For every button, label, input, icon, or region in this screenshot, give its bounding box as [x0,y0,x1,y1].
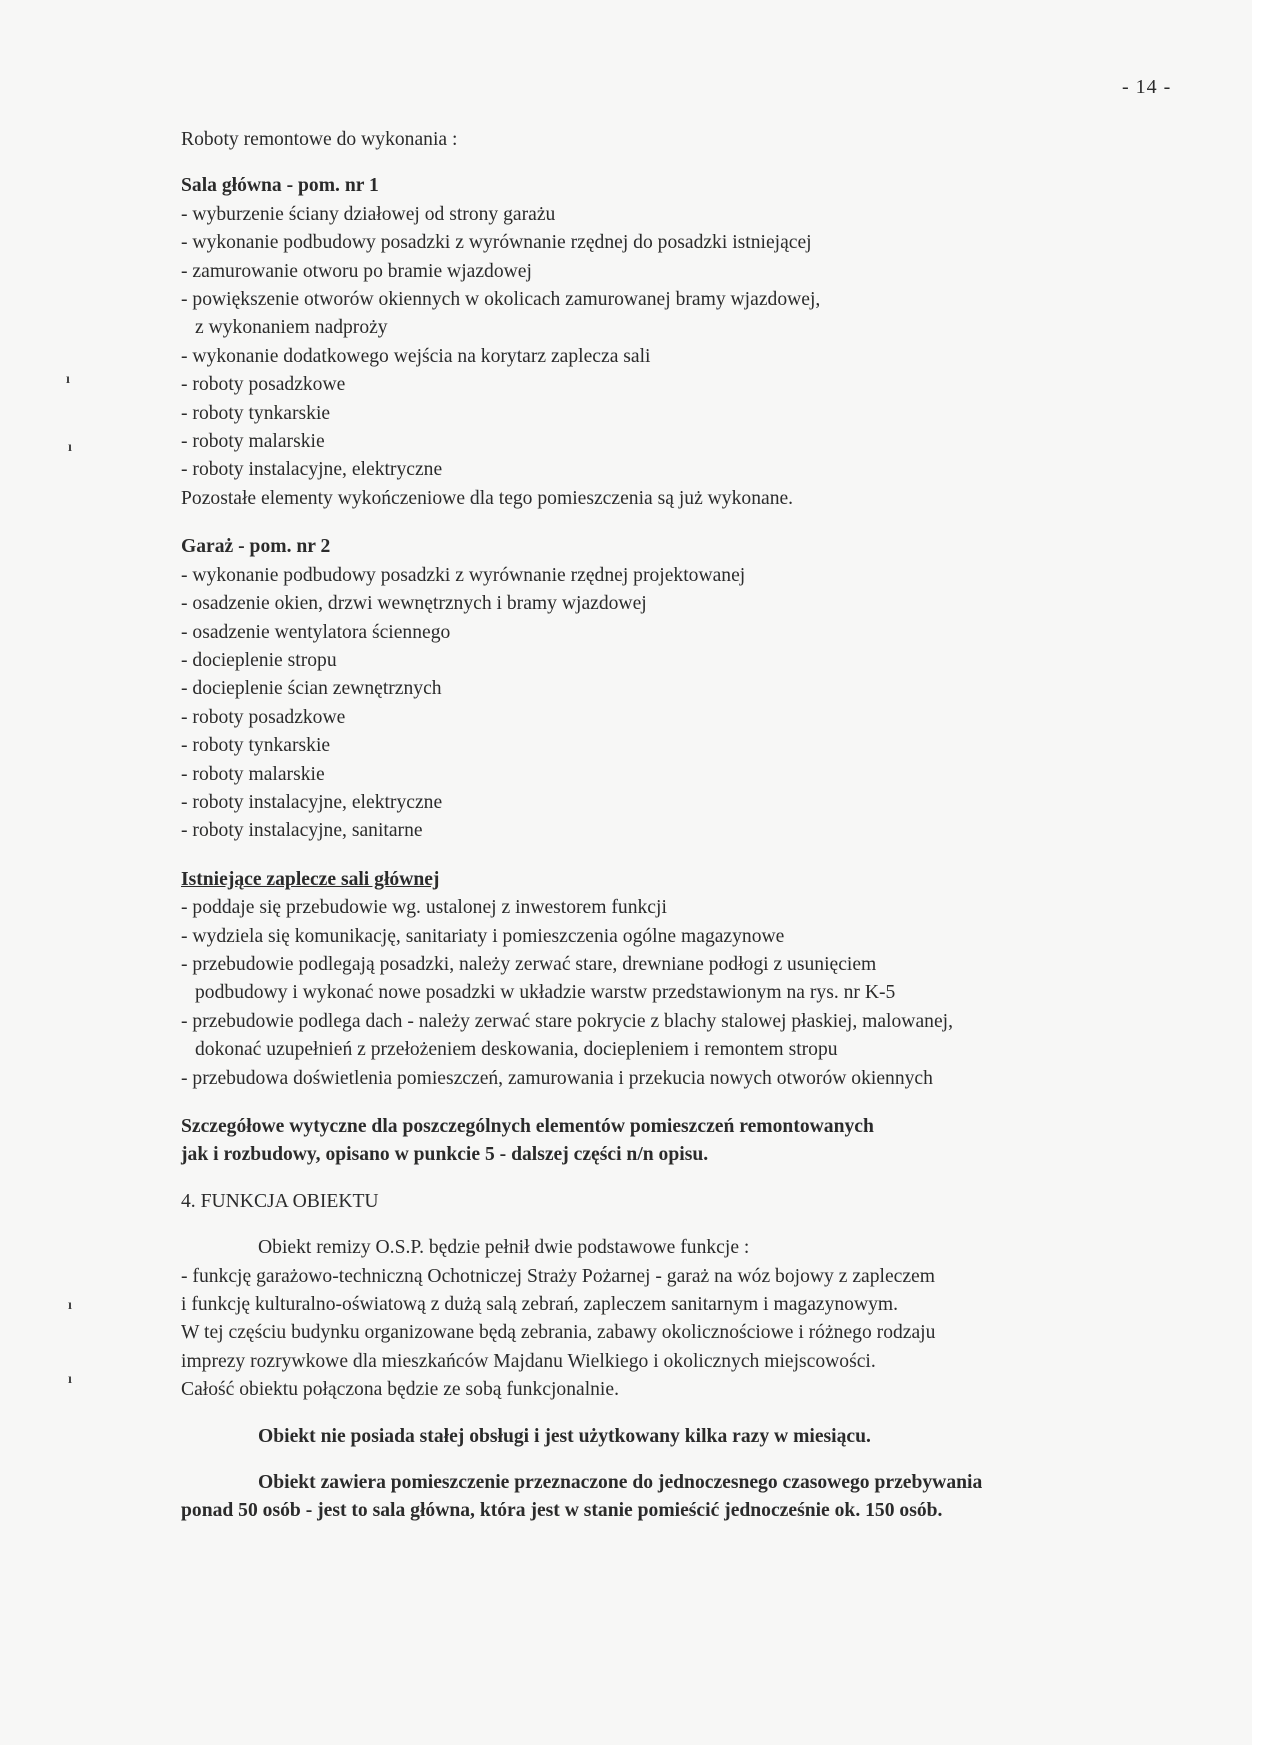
list-item-continuation: z wykonaniem nadproży [195,317,388,339]
section-note: Pozostałe elementy wykończeniowe dla tego pomieszczenia są już wykonane. [181,487,794,509]
list-item: - osadzenie okien, drzwi wewnętrznych i bramy wjazdowej [181,593,647,615]
list-item: - roboty instalacyjne, sanitarne [181,820,423,842]
list-item: - roboty malarskie [181,431,325,453]
paragraph-line: Obiekt remizy O.S.P. będzie pełnił dwie podstawowe funkcje : [258,1237,750,1259]
section-heading: Garaż - pom. nr 2 [181,536,331,558]
paragraph-line: i funkcję kulturalno-oświatową z dużą salą zebrań, zapleczem sanitarnym i magazynowym. [181,1294,899,1316]
list-item: - docieplenie stropu [181,649,337,671]
list-item: - wykonanie dodatkowego wejścia na korytarz zaplecza sali [181,345,651,367]
list-item: - wyburzenie ściany działowej od strony garażu [181,203,556,225]
intro-line: Roboty remontowe do wykonania : [181,129,458,150]
document-body [181,126,1161,1526]
details-note-line: jak i rozbudowy, opisano w punkcie 5 - dalszej części n/n opisu. [181,1144,709,1166]
paragraph-line: imprezy rozrywkowe dla mieszkańców Majdanu Wielkiego i okolicznych miejscowości. [181,1350,876,1372]
list-item: - roboty instalacyjne, elektryczne [181,791,443,813]
bold-paragraph-line: ponad 50 osób - jest to sala główna, która jest w stanie pomieścić jednocześnie ok. 150 osób. [181,1500,943,1522]
list-item: - zamurowanie otworu po bramie wjazdowej [181,260,532,282]
list-item: - poddaje się przebudowie wg. ustalonej z inwestorem funkcji [181,897,667,919]
list-item: - docieplenie ścian zewnętrznych [181,678,442,700]
scan-mark: ı [68,1372,72,1387]
section-heading: Istniejące zaplecze sali głównej [181,868,440,890]
list-item: - roboty tynkarskie [181,735,331,757]
scan-border-bottom [0,1745,1275,1755]
list-item: - osadzenie wentylatora ściennego [181,621,451,643]
bold-paragraph: Obiekt nie posiada stałej obsługi i jest użytkowany kilka razy w miesiącu. [258,1425,871,1447]
list-item: - roboty tynkarskie [181,402,331,424]
scan-border-right [1252,0,1275,1755]
list-item: - wydziela się komunikację, sanitariaty i pomieszczenia ogólne magazynowe [181,925,785,947]
list-item: - wykonanie podbudowy posadzki z wyrównanie rzędnej do posadzki istniejącej [181,232,812,254]
list-item: - wykonanie podbudowy posadzki z wyrównanie rzędnej projektowanej [181,564,746,586]
list-item-continuation: podbudowy i wykonać nowe posadzki w układzie warstw przedstawionym na rys. nr K-5 [195,982,896,1004]
section-heading: Sala główna - pom. nr 1 [181,175,379,197]
scan-mark: ı [68,440,72,455]
list-item: - roboty malarskie [181,763,325,785]
scan-mark: ı [66,372,70,387]
bold-paragraph-line: Obiekt zawiera pomieszczenie przeznaczone do jednoczesnego czasowego przebywania [258,1472,983,1494]
paragraph-line: Całość obiektu połączona będzie ze sobą funkcjonalnie. [181,1379,619,1401]
chapter-heading: 4. FUNKCJA OBIEKTU [181,1190,379,1212]
list-item: - roboty posadzkowe [181,374,346,396]
page-number: - 14 - [1122,76,1172,98]
paragraph-line: W tej częściu budynku organizowane będą zebrania, zabawy okolicznościowe i różnego rodzaju [181,1322,936,1344]
list-item: - przebudowa doświetlenia pomieszczeń, zamurowania i przekucia nowych otworów okiennych [181,1067,933,1089]
list-item: - roboty instalacyjne, elektryczne [181,459,443,481]
list-item: - przebudowie podlegają posadzki, należy zerwać stare, drewniane podłogi z usunięciem [181,953,877,975]
details-note-line: Szczegółowe wytyczne dla poszczególnych elementów pomieszczeń remontowanych [181,1116,874,1137]
paragraph-line: - funkcję garażowo-techniczną Ochotniczej Straży Pożarnej - garaż na wóz bojowy z zapleczem [181,1265,935,1287]
scan-mark: ı [68,1298,72,1313]
list-item: - roboty posadzkowe [181,706,346,728]
list-item-continuation: dokonać uzupełnień z przełożeniem deskowania, dociepleniem i remontem stropu [195,1039,838,1061]
list-item: - powiększenie otworów okiennych w okolicach zamurowanej bramy wjazdowej, [181,289,821,311]
list-item: - przebudowie podlega dach - należy zerwać stare pokrycie z blachy stalowej płaskiej, malowanej, [181,1010,953,1032]
